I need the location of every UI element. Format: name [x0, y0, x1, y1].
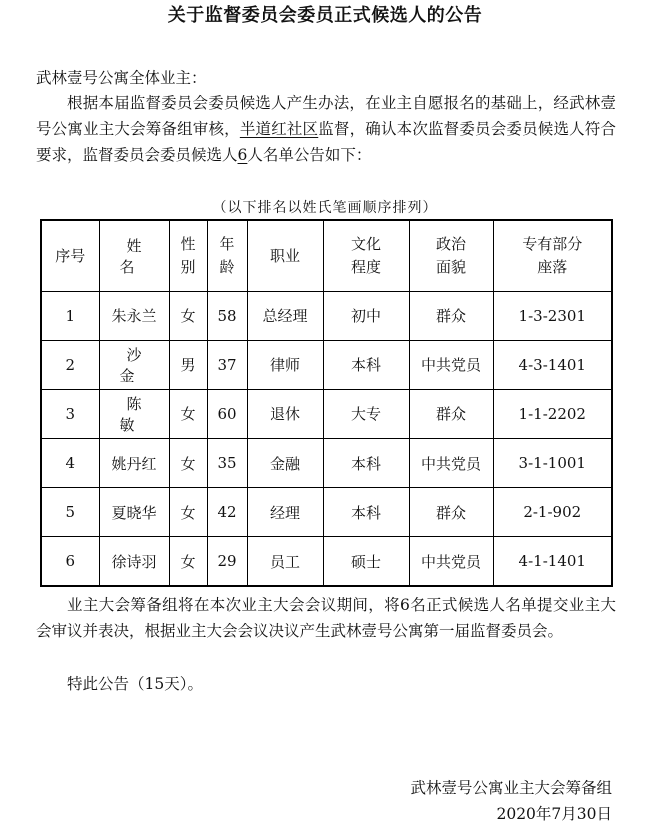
cell-age: 42 [207, 488, 247, 537]
header-gender-line2: 别 [180, 257, 196, 276]
cell-gender: 女 [169, 488, 207, 537]
header-unit [493, 220, 612, 291]
cell-age: 60 [207, 389, 247, 438]
notice-period: 特此公告（15天）。 [67, 675, 203, 693]
cell-political: 中共党员 [409, 438, 493, 487]
cell-unit: 1-1-2202 [493, 389, 612, 438]
cell-seq: 2 [41, 340, 99, 389]
header-age-line2: 龄 [219, 257, 235, 276]
header-pol-line1: 政治 [435, 234, 466, 253]
notice-title: 关于监督委员会委员正式候选人的公告 [167, 5, 483, 26]
table-row [41, 340, 612, 389]
header-unit-line1: 专有部分 [522, 234, 583, 253]
header-gender [169, 220, 207, 291]
header-job: 职业 [247, 220, 323, 291]
table-header-row [41, 220, 612, 291]
cell-unit: 3-1-1001 [493, 438, 612, 487]
cell-job: 金融 [247, 438, 323, 487]
cell-age: 37 [207, 340, 247, 389]
table-row [41, 438, 612, 487]
header-age-line1: 年 [219, 234, 235, 253]
header-name-label: 姓名 [119, 236, 156, 276]
cell-unit: 4-1-1401 [493, 537, 612, 586]
cell-age: 58 [207, 291, 247, 340]
cell-education: 初中 [323, 291, 409, 340]
intro-text-3: 人名单公告如下： [247, 146, 372, 164]
header-pol-line2: 面貌 [435, 257, 466, 276]
intro-text-1: 根据本届监督委员会委员候选人产生办法，在业主自愿报名的基础上，经武林壹号公寓业主大会筹备组审核， [36, 94, 616, 138]
candidate-count: 6 [237, 146, 248, 164]
cell-gender: 女 [169, 438, 207, 487]
signature-organization: 武林壹号公寓业主大会筹备组 [410, 779, 612, 797]
cell-job: 律师 [247, 340, 323, 389]
cell-political: 群众 [409, 291, 493, 340]
cell-seq: 5 [41, 488, 99, 537]
cell-unit: 1-3-2301 [493, 291, 612, 340]
cell-name-text: 陈敏 [119, 394, 156, 434]
notice-date: 2020年7月30日 [496, 805, 612, 823]
header-name [99, 220, 169, 291]
intro-paragraph [36, 90, 616, 168]
cell-education: 本科 [323, 438, 409, 487]
closing-paragraph: 业主大会筹备组将在本次业主大会会议期间，将6名正式候选人名单提交业主大会审议并表决，根据业主大会会议决议产生武林壹号公寓第一届监督委员会。 [36, 596, 616, 640]
cell-job: 员工 [247, 537, 323, 586]
table-row [41, 389, 612, 438]
cell-age: 29 [207, 537, 247, 586]
cell-political: 群众 [409, 488, 493, 537]
cell-seq: 4 [41, 438, 99, 487]
cell-name [99, 340, 169, 389]
cell-job: 经理 [247, 488, 323, 537]
community-name: 半道红社区 [239, 120, 319, 138]
cell-name [99, 389, 169, 438]
header-education [323, 220, 409, 291]
cell-name: 夏晓华 [99, 488, 169, 537]
cell-political: 群众 [409, 389, 493, 438]
candidate-table [40, 219, 613, 587]
cell-gender: 女 [169, 389, 207, 438]
cell-political: 中共党员 [409, 340, 493, 389]
cell-education: 硕士 [323, 537, 409, 586]
table-row [41, 488, 612, 537]
cell-name: 徐诗羽 [99, 537, 169, 586]
salutation: 武林壹号公寓全体业主： [36, 69, 207, 87]
cell-seq: 1 [41, 291, 99, 340]
cell-name: 朱永兰 [99, 291, 169, 340]
header-age [207, 220, 247, 291]
header-unit-line2: 座落 [537, 257, 568, 276]
header-gender-line1: 性 [180, 234, 196, 253]
cell-seq: 6 [41, 537, 99, 586]
cell-education: 本科 [323, 340, 409, 389]
cell-gender: 女 [169, 291, 207, 340]
cell-education: 本科 [323, 488, 409, 537]
header-seq: 序号 [41, 220, 99, 291]
intro-text-2: 监督，确认本次监督委员会委员候选人符合要求，监督委员会委员候选人 [36, 120, 616, 164]
cell-name-text: 沙金 [119, 345, 156, 385]
cell-job: 退休 [247, 389, 323, 438]
cell-age: 35 [207, 438, 247, 487]
table-row [41, 537, 612, 586]
cell-education: 大专 [323, 389, 409, 438]
header-political [409, 220, 493, 291]
order-note: （以下排名以姓氏笔画顺序排列） [212, 200, 438, 216]
header-edu-line1: 文化 [350, 234, 381, 253]
cell-seq: 3 [41, 389, 99, 438]
cell-unit: 2-1-902 [493, 488, 612, 537]
cell-political: 中共党员 [409, 537, 493, 586]
cell-gender: 男 [169, 340, 207, 389]
cell-job: 总经理 [247, 291, 323, 340]
cell-unit: 4-3-1401 [493, 340, 612, 389]
table-row [41, 291, 612, 340]
cell-gender: 女 [169, 537, 207, 586]
header-edu-line2: 程度 [350, 257, 381, 276]
cell-name: 姚丹红 [99, 438, 169, 487]
